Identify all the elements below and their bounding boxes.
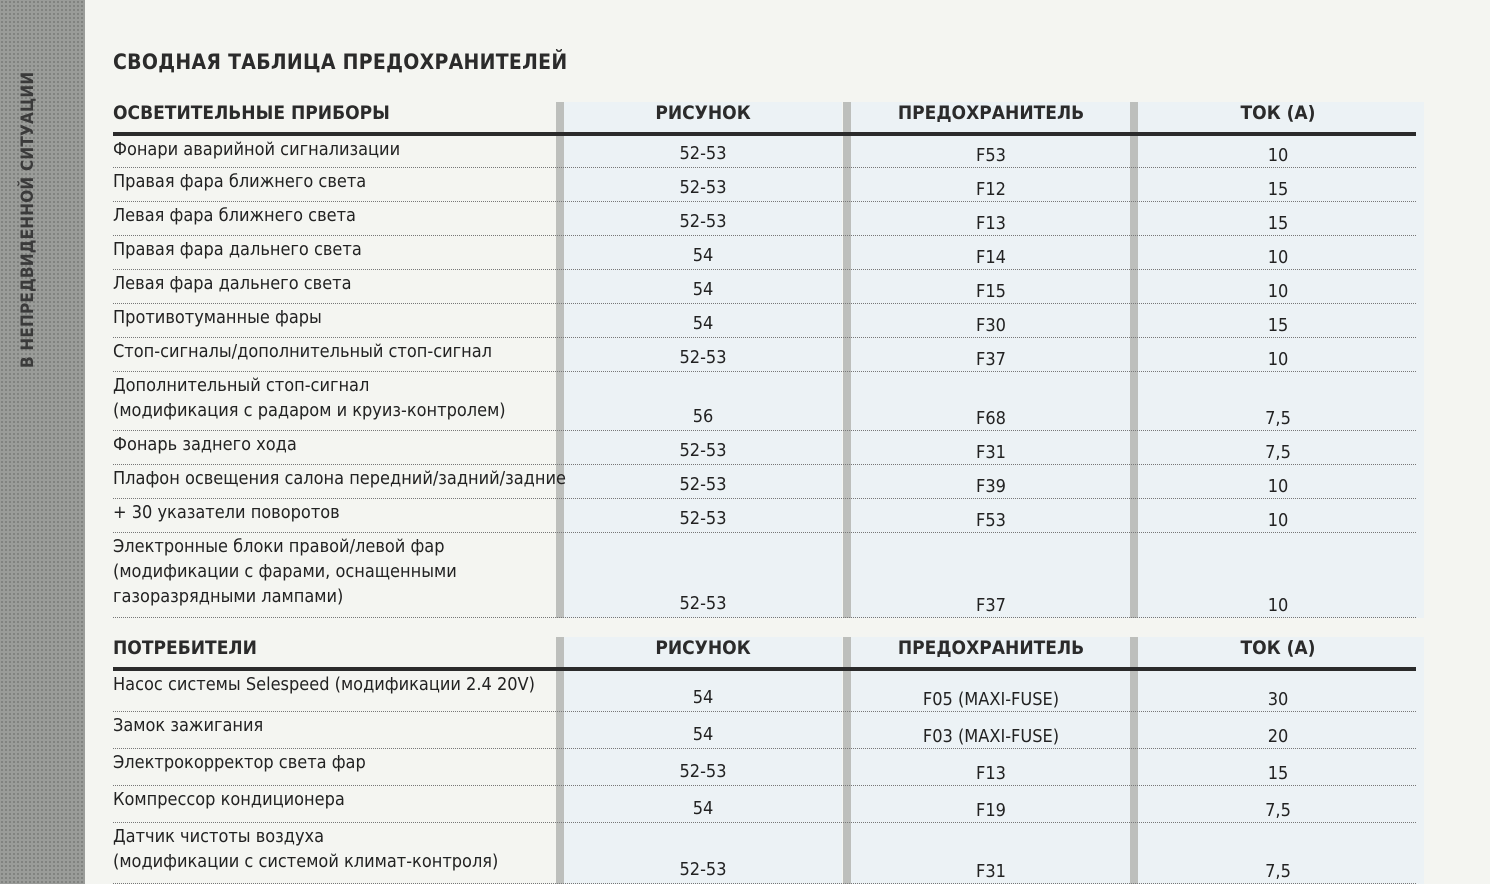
figure-cell: 54 [692,798,714,819]
table-row [113,671,1416,712]
item-name-line: Компрессор кондиционера [113,789,345,810]
figure-cell: 54 [692,687,714,708]
header-figure: РИСУНОК [655,102,751,124]
item-name-line: (модификации с системой климат-контроля) [113,851,499,872]
item-name-line: Фонари аварийной сигнализации [113,139,401,160]
current-cell: 10 [1267,281,1289,302]
fuse-cell: F53 [976,510,1006,531]
item-name-line: Дополнительный стоп-сигнал [113,375,370,396]
item-name-line: Левая фара дальнего света [113,273,352,294]
page-title: СВОДНАЯ ТАБЛИЦА ПРЕДОХРАНИТЕЛЕЙ [113,50,568,74]
table-header [113,637,1416,671]
figure-cell: 52-53 [679,143,727,164]
table-row [113,236,1416,270]
table-row [113,499,1416,533]
figure-cell: 54 [692,279,714,300]
table-row [113,823,1416,884]
lighting-table [113,102,1416,618]
table-row [113,168,1416,202]
figure-cell: 54 [692,724,714,745]
item-name-line: Электронные блоки правой/левой фар [113,536,445,557]
fuse-cell: F13 [976,763,1006,784]
figure-cell: 52-53 [679,508,727,529]
fuse-cell: F68 [976,408,1006,429]
item-name-line: Стоп-сигналы/дополнительный стоп-сигнал [113,341,493,362]
fuse-cell: F37 [976,349,1006,370]
item-name [113,168,366,194]
fuse-cell: F14 [976,247,1006,268]
current-cell: 10 [1267,349,1289,370]
consumers-table [113,637,1416,884]
item-name [113,533,457,609]
table-row [113,533,1416,618]
item-name [113,304,322,330]
figure-cell: 56 [692,406,714,427]
item-name [113,372,506,423]
table-row [113,202,1416,236]
item-name-line: Правая фара дальнего света [113,239,362,260]
item-name-line: (модификации с фарами, оснащенными [113,561,457,582]
current-cell: 7,5 [1265,442,1291,463]
item-name [113,431,297,457]
fuse-cell: F31 [976,861,1006,882]
item-name-line: Насос системы Selespeed (модификации 2.4 20V) [113,674,535,695]
fuse-cell: F13 [976,213,1006,234]
table-row [113,372,1416,431]
table-row [113,465,1416,499]
fuse-cell: F03 (MAXI-FUSE) [922,726,1060,747]
item-name [113,236,362,262]
item-name-line: Противотуманные фары [113,307,322,328]
item-name-line: газоразрядными лампами) [113,586,344,607]
item-name [113,465,566,491]
current-cell: 10 [1267,476,1289,497]
table-row [113,270,1416,304]
fuse-cell: F39 [976,476,1006,497]
fuse-cell: F15 [976,281,1006,302]
item-name-line: + 30 указатели поворотов [113,502,340,523]
fuse-cell: F19 [976,800,1006,821]
item-name [113,499,340,525]
fuse-cell: F30 [976,315,1006,336]
header-current: ТОК (А) [1240,637,1316,659]
figure-cell: 52-53 [679,440,727,461]
item-name-line: (модификация с радаром и круиз-контролем) [113,400,506,421]
item-name [113,671,535,697]
table-row [113,786,1416,823]
item-name [113,823,498,874]
figure-cell: 52-53 [679,474,727,495]
current-cell: 7,5 [1265,800,1291,821]
item-name [113,338,492,364]
figure-cell: 52-53 [679,211,727,232]
figure-cell: 52-53 [679,177,727,198]
item-name-line: Замок зажигания [113,715,264,736]
header-current: ТОК (А) [1240,102,1316,124]
item-name-line: Электрокорректор света фар [113,752,366,773]
fuse-cell: F12 [976,179,1006,200]
current-cell: 15 [1267,179,1289,200]
current-cell: 10 [1267,510,1289,531]
table-row [113,136,1416,168]
current-cell: 15 [1267,213,1289,234]
fuse-cell: F05 (MAXI-FUSE) [922,689,1060,710]
current-cell: 30 [1267,689,1289,710]
figure-cell: 52-53 [679,347,727,368]
table-row [113,749,1416,786]
current-cell: 7,5 [1265,861,1291,882]
item-name [113,712,263,738]
item-name-line: Правая фара ближнего света [113,171,367,192]
header-name: ОСВЕТИТЕЛЬНЫЕ ПРИБОРЫ [113,102,390,124]
sidebar [0,0,85,884]
fuse-cell: F31 [976,442,1006,463]
header-name: ПОТРЕБИТЕЛИ [113,637,257,659]
current-cell: 7,5 [1265,408,1291,429]
item-name [113,136,400,162]
item-name [113,786,345,812]
table-row [113,712,1416,749]
item-name-line: Левая фара ближнего света [113,205,356,226]
current-cell: 10 [1267,145,1289,166]
table-row [113,338,1416,372]
fuse-cell: F37 [976,595,1006,616]
figure-cell: 52-53 [679,593,727,614]
header-fuse: ПРЕДОХРАНИТЕЛЬ [897,637,1085,659]
table-row [113,304,1416,338]
item-name [113,202,356,228]
figure-cell: 52-53 [679,761,727,782]
fuse-cell: F53 [976,145,1006,166]
figure-cell: 52-53 [679,859,727,880]
figure-cell: 54 [692,245,714,266]
current-cell: 15 [1267,315,1289,336]
item-name [113,270,352,296]
figure-cell: 54 [692,313,714,334]
table-row [113,431,1416,465]
current-cell: 10 [1267,247,1289,268]
item-name [113,749,366,775]
sidebar-label: В НЕПРЕДВИДЕННОЙ СИТУАЦИИ [18,71,38,368]
item-name-line: Фонарь заднего хода [113,434,297,455]
table-header [113,102,1416,136]
item-name-line: Плафон освещения салона передний/задний/задние [113,468,566,489]
item-name-line: Датчик чистоты воздуха [113,826,325,847]
current-cell: 20 [1267,726,1289,747]
header-fuse: ПРЕДОХРАНИТЕЛЬ [897,102,1085,124]
header-figure: РИСУНОК [655,637,751,659]
current-cell: 10 [1267,595,1289,616]
current-cell: 15 [1267,763,1289,784]
